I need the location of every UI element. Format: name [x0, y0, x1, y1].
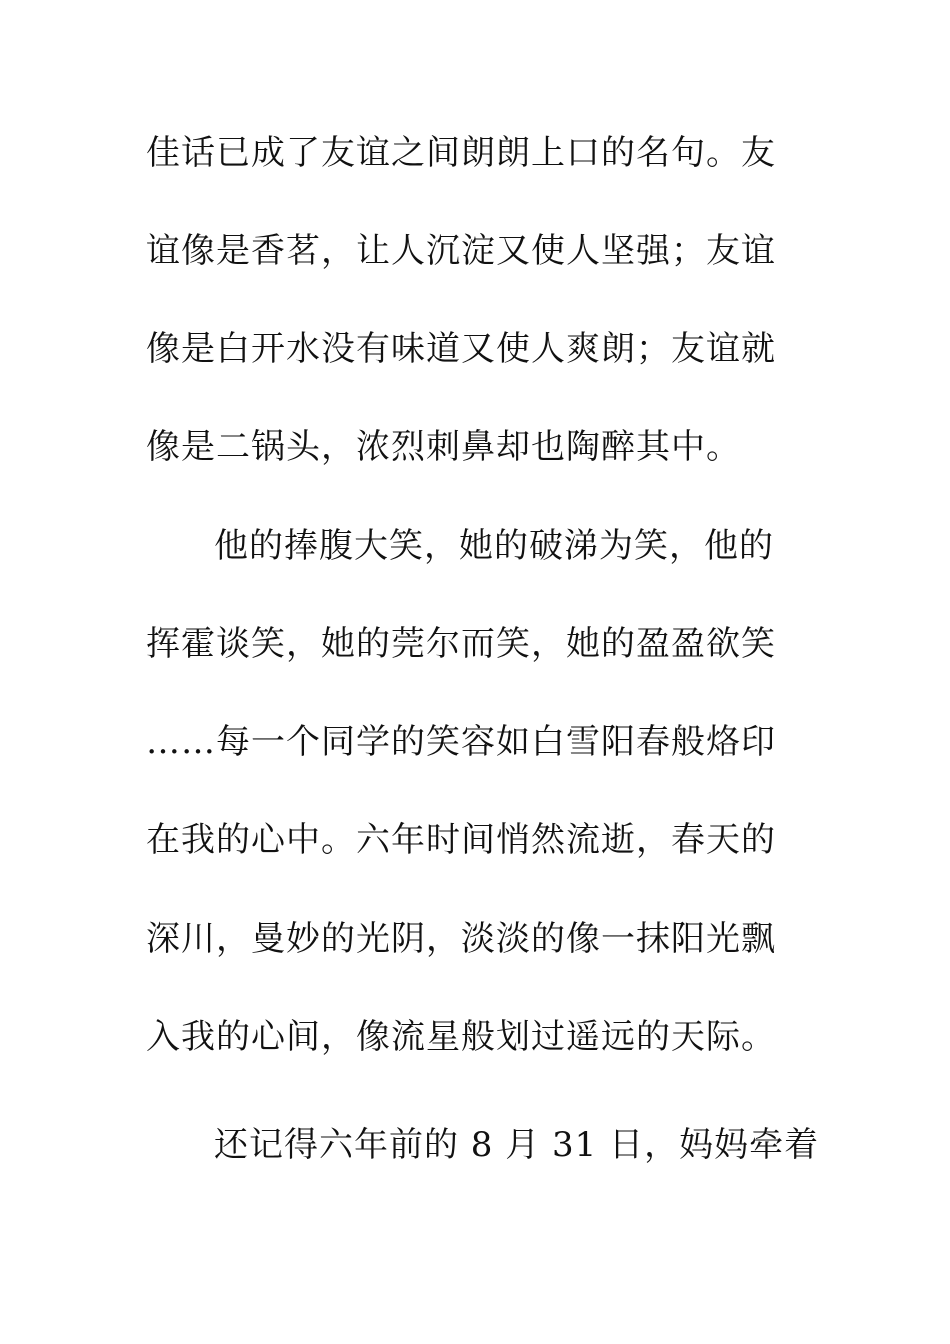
text-line: 谊像是香茗，让人沉淀又使人坚强；友谊 [146, 231, 776, 271]
text-line: 像是二锅头，浓烈刺鼻却也陶醉其中。 [146, 427, 741, 467]
paragraph-first-line: 他的捧腹大笑，她的破涕为笑，他的 [214, 526, 774, 566]
text-line: 深川，曼妙的光阴，淡淡的像一抹阳光飘 [146, 919, 776, 959]
text-line: 像是白开水没有味道又使人爽朗；友谊就 [146, 329, 776, 369]
paragraph-first-line: 还记得六年前的 8 月 31 日，妈妈牵着 [214, 1125, 820, 1165]
text-line: 佳话已成了友谊之间朗朗上口的名句。友 [146, 133, 776, 173]
text-line: 入我的心间，像流星般划过遥远的天际。 [146, 1017, 776, 1057]
text-line: 在我的心中。六年时间悄然流逝，春天的 [146, 820, 776, 860]
text-line: 挥霍谈笑，她的莞尔而笑，她的盈盈欲笑 [146, 624, 776, 664]
text-line: ……每一个同学的笑容如白雪阳春般烙印 [146, 722, 776, 762]
